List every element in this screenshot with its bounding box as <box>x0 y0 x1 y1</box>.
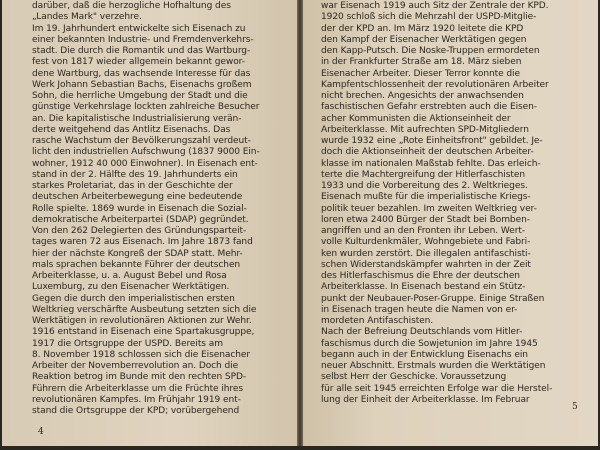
right-page-text: war Eisenach 1919 auch Sitz der Zentrale der KPD. 1920 schloß sich die Mehrzahl der USPD-Mitglie- der der KPD an. Im März 1920 leitete die KPD den Kampf der Eisenacher Werktätigen gegen den Kapp-Putsch. Die Noske-Truppen ermordeten in der Frankfurter Straße am 18. März sieben Eisenacher Arbeiter. Dieser Terror konnte die Kampfentschlossenheit der revolutionären Arbeiter nicht brechen. Angesichts der anwachsenden faschistischen Gefahr erstrebten auch die Eisen- acher Kommunisten die Aktionseinheit der Arbeiterklasse. Mit aufrechten SPD-Mitgliedern wurde 1932 eine „Rote Einheitsfront" gebildet. Je- doch die Aktionseinheit der deutschen Arbeiter- klasse im nationalen Maßstab fehlte. Das erleich- terte die Machtergreifung der Hitlerfaschisten 1933 und die Vorbereitung des 2. Weltkrieges. Eisenach mußte für die imperialistische Kriegs- politik teuer bezahlen. Im zweiten Weltkrieg ver- loren etwa 2400 Bürger der Stadt bei Bomben- angriffen und an den Fronten ihr Leben. Wert- volle Kulturdenkmäler, Wohngebiete und Fabri- ken wurden zerstört. Die illegalen antifaschisti- schen Widerstandskämpfer wahrten in der Zeit des Hitlerfaschismus die Ehre der deutschen Arbeiterklasse. In Eisenach bestand ein Stütz- punkt der Neubauer-Poser-Gruppe. Einige Straßen in Eisenach tragen heute die Namen von er- mordeten Antifaschisten. Nach der Befreiung Deutschlands vom Hitler- faschismus durch die Sowjetunion im Jahre 1945 begann auch in der Entwicklung Eisenachs ein neuer Abschnitt. Erstmals wurden die Werktätigen selbst Herr der Geschicke. Voraussetzung für alle seit 1945 erreichten Erfolge war die Herstel- lung der Einheit der Arbeiterklasse. Im Februar <box>321 1 553 405</box>
right-page <box>302 0 598 446</box>
left-page-text: darüber, daß die herzogliche Hofhaltung des „Landes Mark" verzehre. Im 19. Jahrhundert entwickelte sich Eisenach zu einer bekannten Industrie- und Fremdenverkehrs- stadt. Die durch die Romantik und das Wartburg- fest von 1817 wieder allgemein bekannt gewor- dene Wartburg, das wachsende Interesse für das Werk Johann Sebastian Bachs, Eisenachs großem Sohn, die herrliche Umgebung der Stadt und die günstige Verkehrslage lockten zahlreiche Besucher an. Die kapitalistische Industrialisierung verän- derte weitgehend das Antlitz Eisenachs. Das rasche Wachstum der Bevölkerungszahl verdeut- licht den industriellen Aufschwung (1837 9000 Ein- wohner, 1912 40 000 Einwohner). In Eisenach ent- stand in der 2. Hälfte des 19. Jahrhunderts ein starkes Proletariat, das in der Geschichte der deutschen Arbeiterbewegung eine bedeutende Rolle spielte. 1869 wurde in Eisenach die Sozial- demokratische Arbeiterpartei (SDAP) gegründet. Von den 262 Delegierten des Gründungsparteit- tages waren 72 aus Eisenach. Im Jahre 1873 fand hier der nächste Kongreß der SDAP statt. Mehr- mals sprachen bekannte Führer der deutschen Arbeiterklasse, u. a. August Bebel und Rosa Luxemburg, zu den Eisenacher Werktätigen. Gegen die durch den imperialistischen ersten Weltkrieg verschärfte Ausbeutung setzten sich die Werktätigen in revolutionären Aktionen zur Wehr. 1916 entstand in Eisenach eine Spartakusgruppe, 1917 die Ortsgruppe der USPD. Bereits am 8. November 1918 schlossen sich die Eisenacher Arbeiter der Novemberrevolution an. Doch die Reaktion betrog im Bunde mit den rechten SPD- Führern die Arbeiterklasse um die Früchte ihres revolutionären Kampfes. Im Frühjahr 1919 ent- stand die Ortsgruppe der KPD; vorübergehend <box>32 1 260 416</box>
left-page-number: 4 <box>38 427 44 437</box>
left-page <box>2 0 298 446</box>
right-page-number: 5 <box>572 402 578 412</box>
